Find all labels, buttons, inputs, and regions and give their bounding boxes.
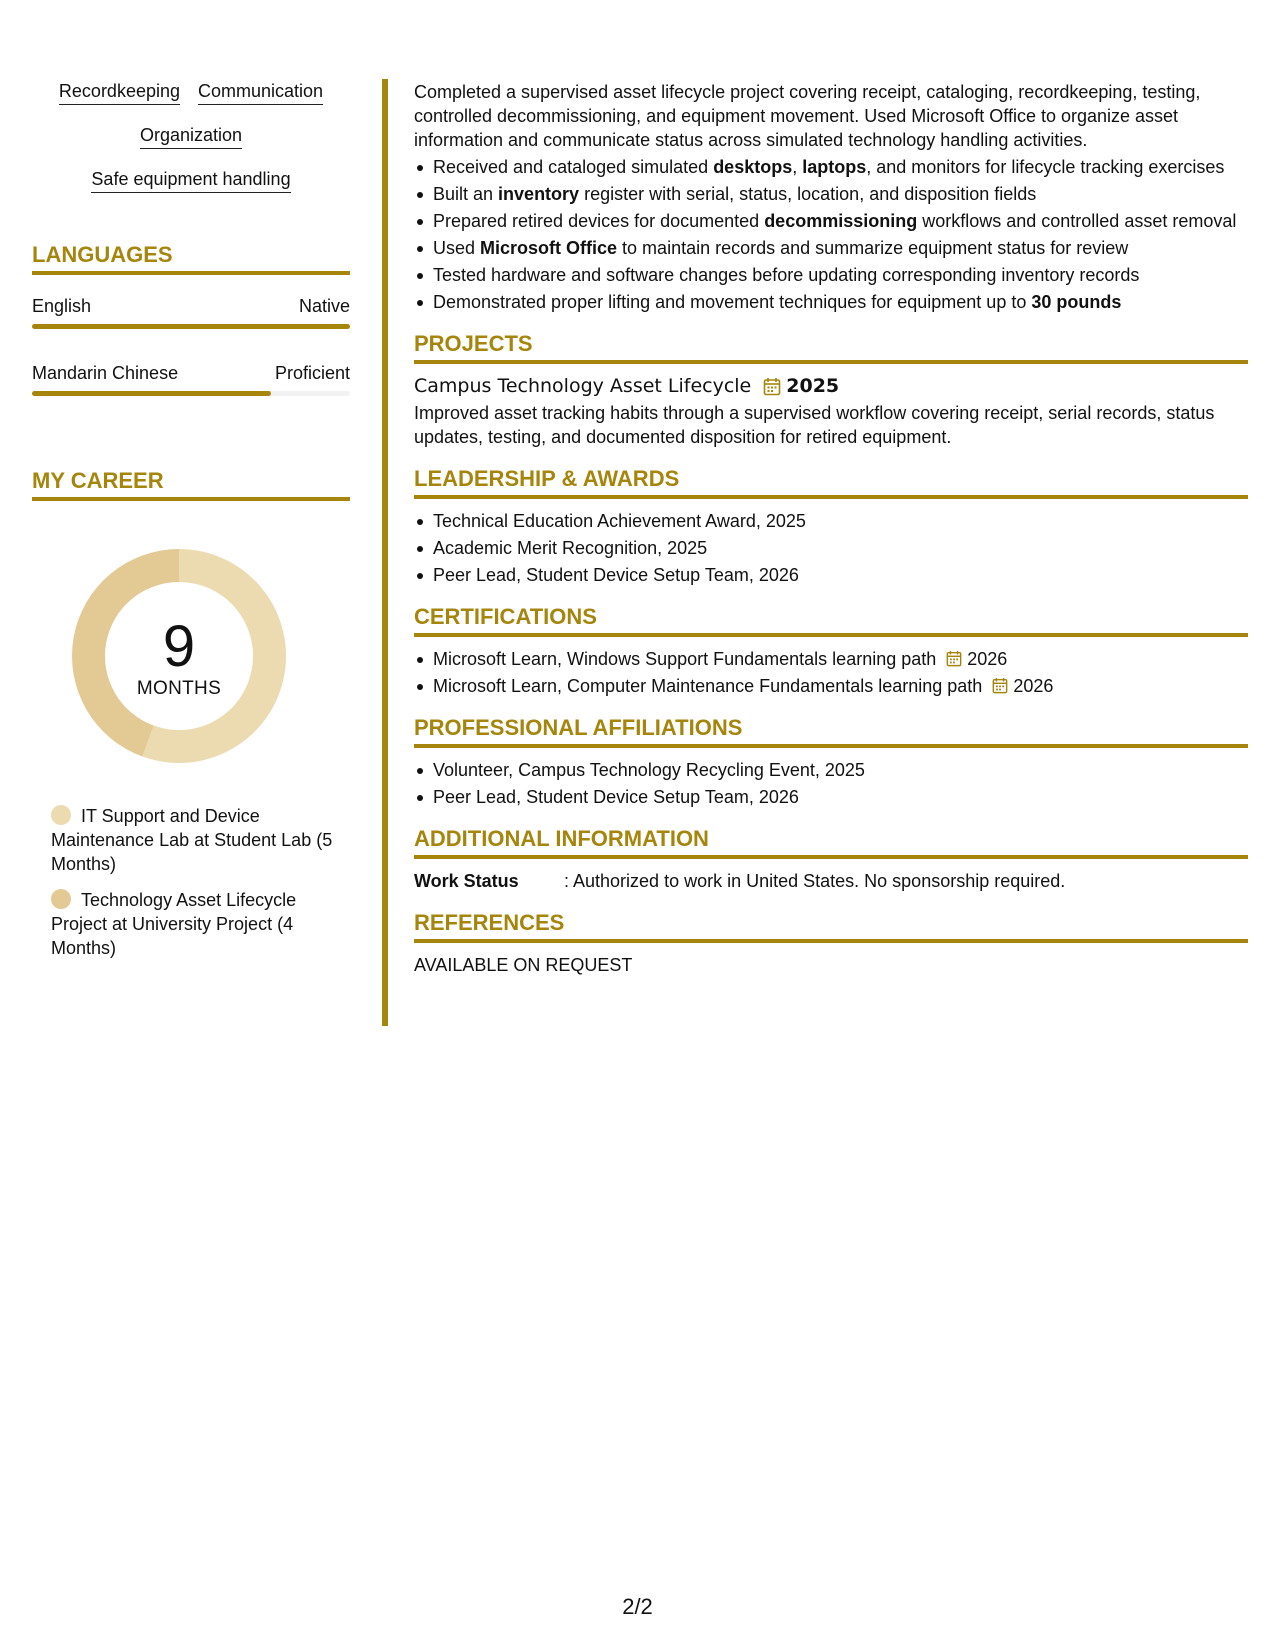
experience-bullet — [414, 155, 1248, 179]
bullet-keyword: laptops — [802, 157, 867, 177]
certification-date-text: 2026 — [1013, 676, 1054, 696]
leadership-list — [414, 509, 1248, 587]
affiliations-heading: PROFESSIONAL AFFILIATIONS — [414, 715, 1248, 748]
project-title-row — [414, 374, 1248, 398]
career-legend-item — [51, 888, 341, 960]
experience-bullet — [414, 290, 1248, 314]
experience-bullet — [414, 263, 1248, 287]
column-divider — [382, 79, 388, 1026]
certification-date — [992, 676, 1053, 696]
experience-intro: Completed a supervised asset lifecycle project covering receipt, cataloging, recordkeeping, testing, controlled decommissioning, and equipment movement. Used Microsoft Office to organize asset information and communicate status across simulated technology handling activities. — [414, 82, 1201, 150]
bullet-keyword: 30 pounds — [1031, 292, 1122, 312]
certification-name: Microsoft Learn, Computer Maintenance Fundamentals learning path — [433, 676, 983, 696]
legend-dot-icon — [51, 889, 71, 909]
work-status-row — [414, 869, 1248, 893]
leadership-item: Peer Lead, Student Device Setup Team, 2026 — [414, 563, 1248, 587]
certification-item — [414, 674, 1248, 698]
career-heading: MY CAREER — [32, 468, 350, 501]
project-title: Campus Technology Asset Lifecycle — [414, 375, 752, 397]
certification-name: Microsoft Learn, Windows Support Fundamentals learning path — [433, 649, 937, 669]
language-item — [32, 362, 350, 396]
work-status-label: Work Status — [414, 871, 519, 891]
bullet-text: to maintain records and summarize equipment status for review — [617, 238, 1129, 258]
career-donut-chart — [66, 543, 292, 769]
affiliation-item: Peer Lead, Student Device Setup Team, 2026 — [414, 785, 1248, 809]
bullet-keyword: Microsoft Office — [480, 238, 618, 258]
main-content — [414, 80, 1248, 977]
skills-row — [32, 80, 350, 105]
bullet-keyword: inventory — [498, 184, 580, 204]
skill-tag: Recordkeeping — [59, 80, 180, 105]
bullet-text: Prepared retired devices for documented — [433, 211, 765, 231]
language-bar — [32, 324, 350, 329]
calendar-icon — [946, 650, 962, 667]
bullet-text: Demonstrated proper lifting and movement techniques for equipment up to — [433, 292, 1032, 312]
experience-bullets — [414, 155, 1248, 314]
certification-date — [946, 649, 1007, 669]
language-name: Mandarin Chinese — [32, 363, 179, 383]
skill-tag: Safe equipment handling — [91, 168, 290, 193]
bullet-text: register with serial, status, location, and disposition fields — [579, 184, 1037, 204]
bullet-text: workflows and controlled asset removal — [917, 211, 1237, 231]
language-bar — [32, 391, 350, 396]
language-name: English — [32, 296, 92, 316]
certification-date-text: 2026 — [967, 649, 1008, 669]
skills-list — [32, 80, 350, 193]
bullet-keyword: desktops — [713, 157, 793, 177]
leadership-heading: LEADERSHIP & AWARDS — [414, 466, 1248, 499]
language-bar-fill — [32, 391, 271, 396]
projects-heading: PROJECTS — [414, 331, 1248, 364]
bullet-text: , — [792, 157, 803, 177]
calendar-icon — [763, 377, 781, 396]
certifications-heading: CERTIFICATIONS — [414, 604, 1248, 637]
skills-row — [32, 168, 350, 193]
calendar-icon — [992, 677, 1008, 694]
affiliation-item: Volunteer, Campus Technology Recycling Event, 2025 — [414, 758, 1248, 782]
work-status-value: : Authorized to work in United States. No sponsorship required. — [564, 871, 1066, 891]
language-bar-fill — [32, 324, 350, 329]
leadership-item: Academic Merit Recognition, 2025 — [414, 536, 1248, 560]
career-total-unit: MONTHS — [136, 678, 222, 699]
experience-bullet — [414, 182, 1248, 206]
bullet-text: Tested hardware and software changes before updating corresponding inventory records — [433, 265, 1140, 285]
bullet-text: Built an — [433, 184, 499, 204]
references-text: AVAILABLE ON REQUEST — [414, 955, 633, 975]
career-legend-label: IT Support and Device Maintenance Lab at Student Lab (5 Months) — [51, 806, 333, 874]
certifications-list — [414, 647, 1248, 698]
references-heading: REFERENCES — [414, 910, 1248, 943]
legend-dot-icon — [51, 805, 71, 825]
page-number: 2/2 — [622, 1594, 653, 1619]
bullet-text: Used — [433, 238, 481, 258]
career-total-value: 9 — [162, 614, 196, 679]
skills-row — [32, 124, 350, 149]
skill-tag: Organization — [140, 124, 242, 149]
donut-center — [66, 543, 292, 769]
language-level: Native — [298, 296, 350, 316]
skill-tag: Communication — [198, 80, 323, 105]
project-date-text: 2025 — [786, 375, 840, 397]
experience-bullet — [414, 236, 1248, 260]
sidebar — [32, 80, 350, 972]
experience-bullet — [414, 209, 1248, 233]
leadership-item: Technical Education Achievement Award, 2025 — [414, 509, 1248, 533]
language-level: Proficient — [274, 363, 350, 383]
bullet-keyword: decommissioning — [764, 211, 918, 231]
career-legend-label: Technology Asset Lifecycle Project at University Project (4 Months) — [51, 890, 297, 958]
certification-item — [414, 647, 1248, 671]
languages-heading: LANGUAGES — [32, 242, 350, 275]
career-legend-item — [51, 804, 341, 876]
bullet-text: , and monitors for lifecycle tracking exercises — [866, 157, 1225, 177]
career-legend — [51, 804, 341, 960]
affiliations-list — [414, 758, 1248, 809]
additional-info-heading: ADDITIONAL INFORMATION — [414, 826, 1248, 859]
bullet-text: Received and cataloged simulated — [433, 157, 714, 177]
language-item — [32, 295, 350, 329]
project-date — [763, 374, 839, 398]
project-description: Improved asset tracking habits through a supervised workflow covering receipt, serial records, status updates, testing, and documented disposition for retired equipment. — [414, 403, 1215, 447]
